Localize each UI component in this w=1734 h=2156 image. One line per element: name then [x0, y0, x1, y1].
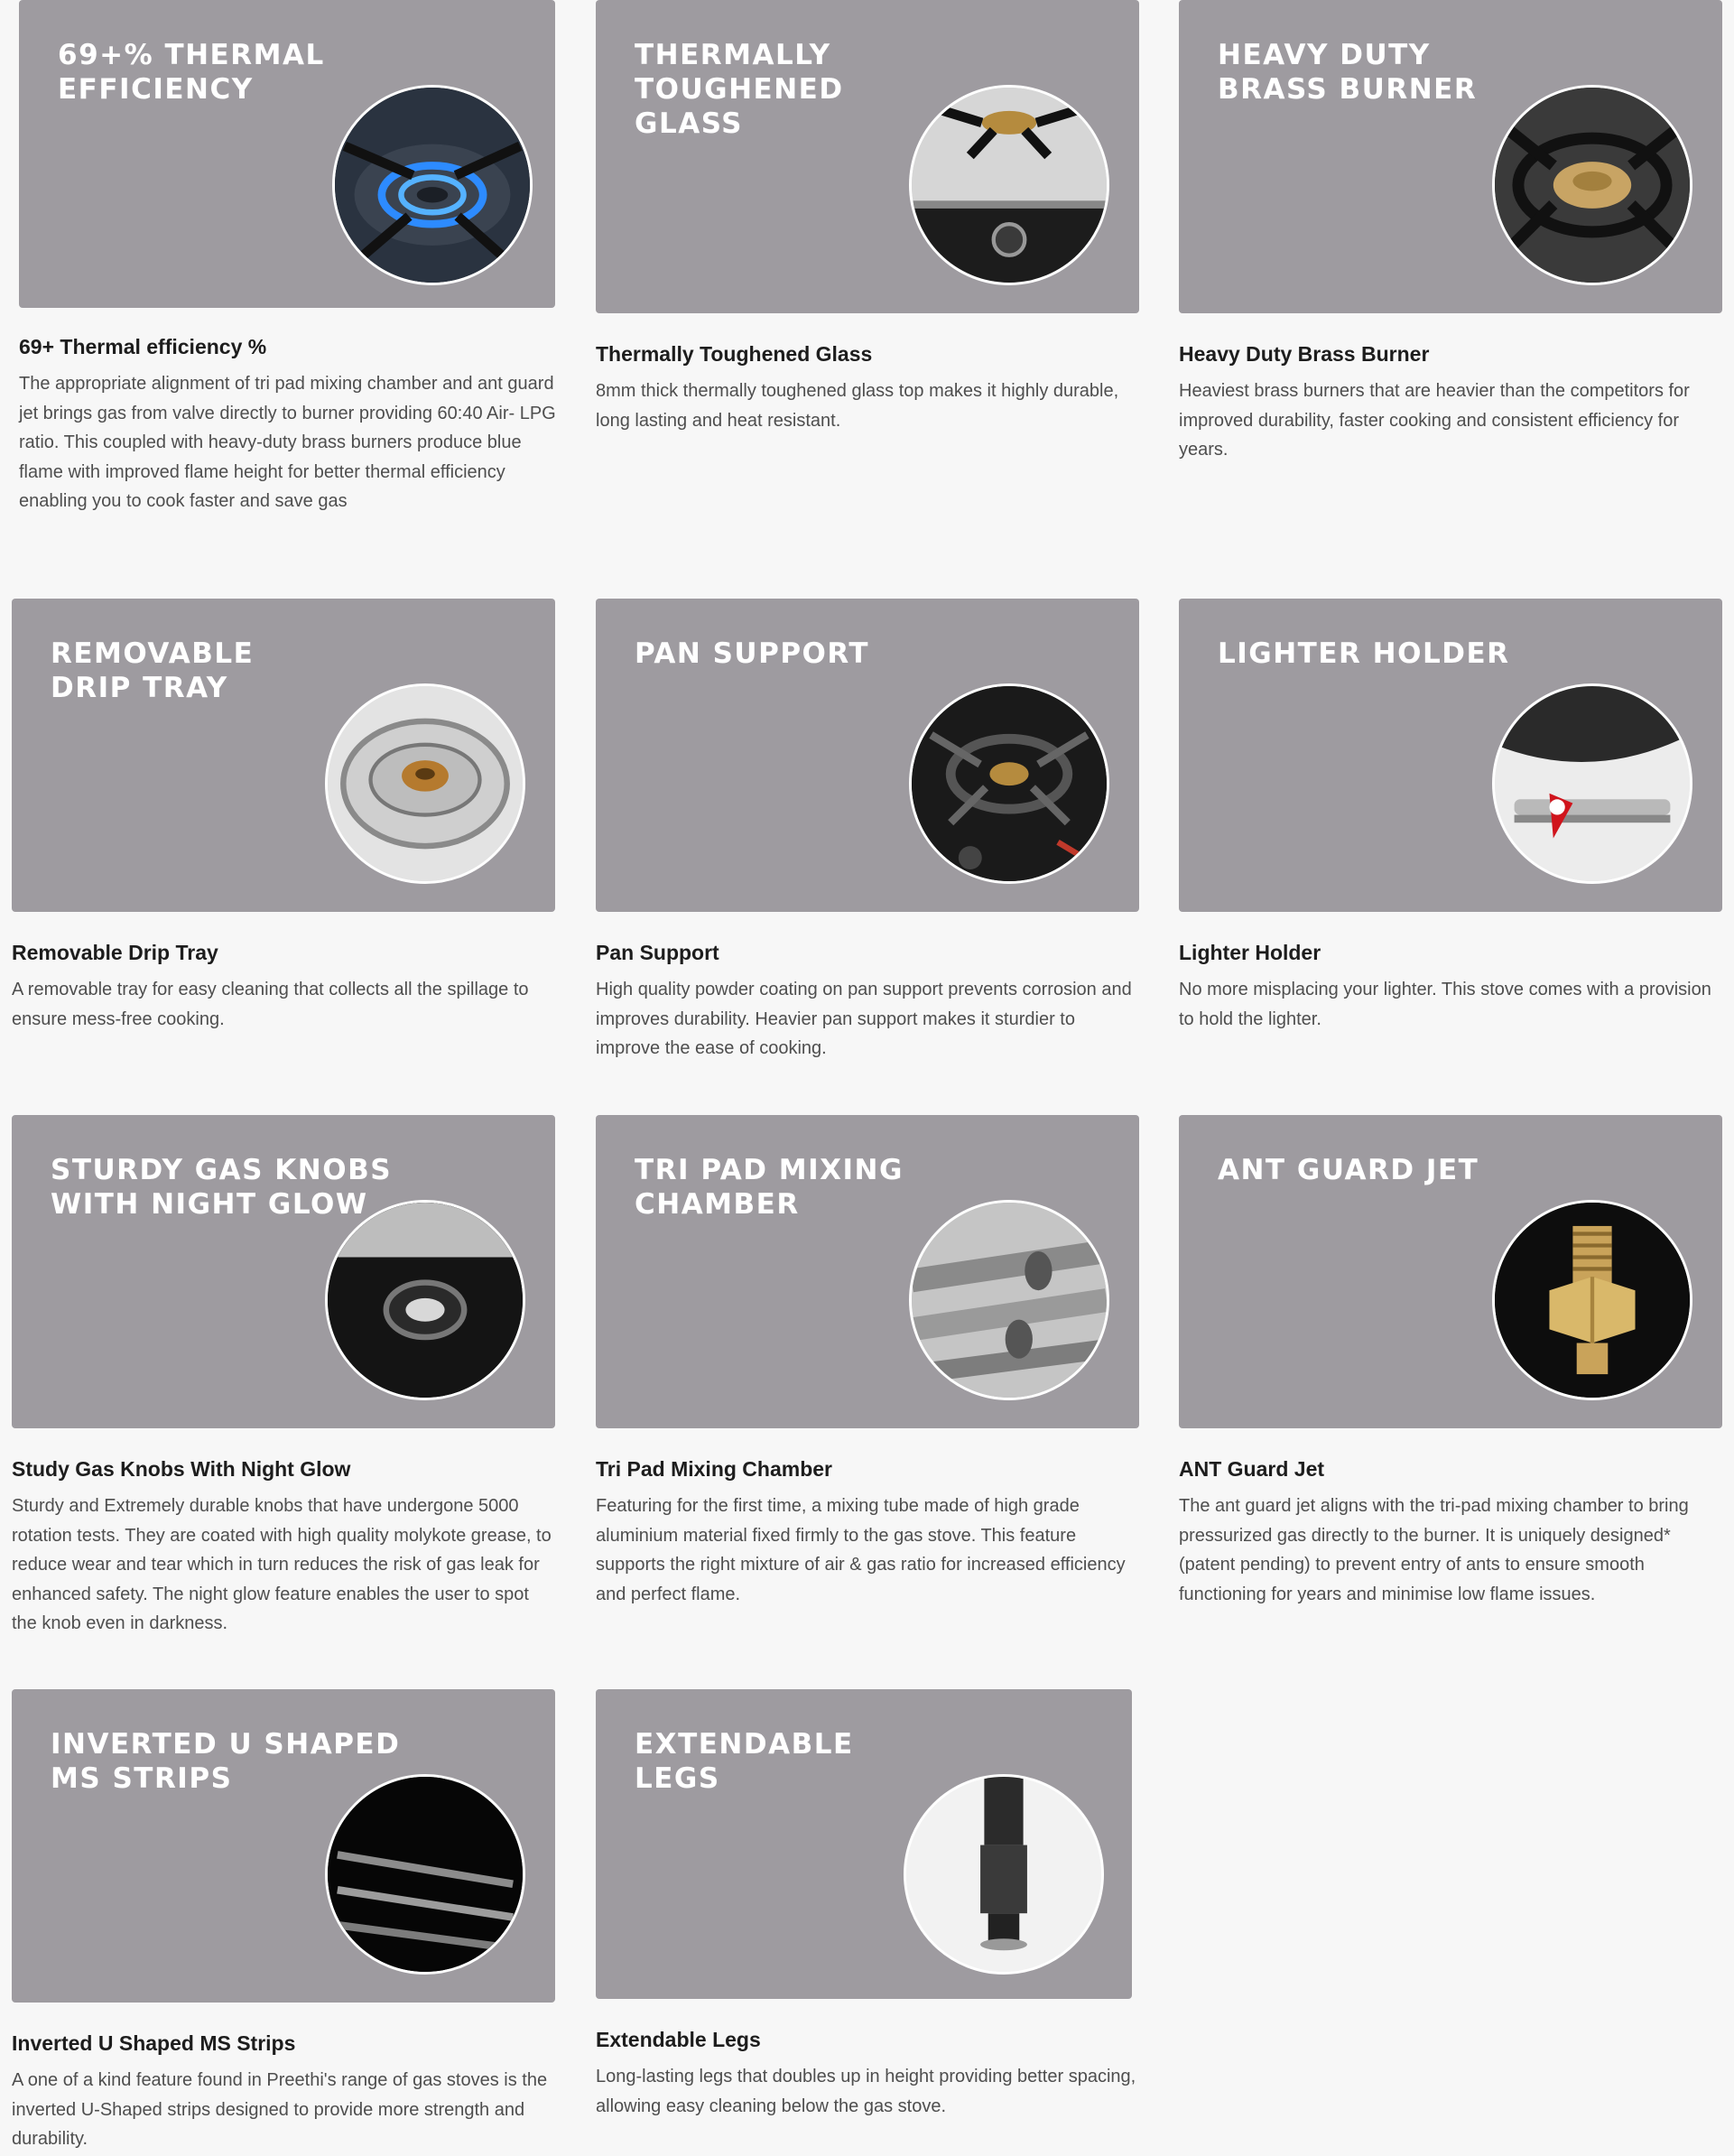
feature-banner	[12, 1689, 555, 2003]
feature-card-pan-support	[596, 599, 1139, 1064]
feature-description: The ant guard jet aligns with the tri-pad mixing chamber to bring pressurized gas directly to the burner. It is uniquely designed* (patent pending) to prevent entry of ants to ensure smooth functioning for years and minimise low flame issues.	[1179, 1496, 1689, 1604]
feature-description: 8mm thick thermally toughened glass top makes it highly durable, long lasting and heat resistant.	[596, 381, 1119, 431]
blue-flame-burner-icon	[332, 85, 533, 285]
feature-title: ANT Guard Jet	[1179, 1457, 1325, 1481]
feature-card-extendable-legs	[596, 1689, 1139, 2121]
feature-card-toughened-glass	[596, 0, 1139, 435]
ant-guard-jet-icon	[1492, 1200, 1692, 1400]
feature-card-lighter-holder	[1179, 599, 1722, 1034]
feature-description: A one of a kind feature found in Preethi's range of gas stoves is the inverted U-Shaped strips designed to provide more strength and durability.	[12, 2070, 548, 2149]
banner-title: INVERTED U SHAPED MS STRIPS	[51, 1728, 401, 1795]
feature-title: Heavy Duty Brass Burner	[1179, 342, 1430, 366]
banner-title: THERMALLY TOUGHENED GLASS	[635, 39, 844, 140]
feature-card-thermal-efficiency	[19, 0, 562, 516]
feature-description: A removable tray for easy cleaning that collects all the spillage to ensure mess-free cooking.	[12, 980, 529, 1029]
feature-banner	[19, 0, 555, 308]
feature-title: Thermally Toughened Glass	[596, 342, 873, 366]
banner-title: ANT GUARD JET	[1218, 1154, 1479, 1186]
feature-banner	[596, 0, 1139, 313]
drip-tray-icon	[325, 683, 525, 884]
feature-banner	[596, 1115, 1139, 1428]
glass-top-icon	[909, 85, 1109, 285]
banner-title: EXTENDABLE LEGS	[635, 1728, 854, 1795]
feature-banner	[596, 1689, 1132, 1999]
feature-banner	[1179, 0, 1722, 313]
feature-title: Lighter Holder	[1179, 941, 1321, 964]
banner-title: LIGHTER HOLDER	[1218, 637, 1510, 670]
feature-description: Long-lasting legs that doubles up in height providing better spacing, allowing easy cleaning below the gas stove.	[596, 2067, 1136, 2116]
banner-title: 69+% THERMAL EFFICIENCY	[58, 39, 325, 106]
feature-title: 69+ Thermal efficiency %	[19, 335, 267, 358]
feature-title: Extendable Legs	[596, 2028, 761, 2051]
brass-burner-icon	[1492, 85, 1692, 285]
feature-title: Removable Drip Tray	[12, 941, 218, 964]
feature-card-drip-tray	[12, 599, 555, 1034]
feature-description: Featuring for the first time, a mixing tube made of high grade aluminium material fixed firmly to the gas stove. This feature supports the right mixture of air & gas ratio for increased efficiency and perfect flame.	[596, 1496, 1126, 1604]
banner-title: STURDY GAS KNOBS WITH NIGHT GLOW	[51, 1154, 393, 1221]
feature-description: Heaviest brass burners that are heavier than the competitors for improved durability, faster cooking and consistent efficiency for years.	[1179, 381, 1690, 460]
feature-description: The appropriate alignment of tri pad mixing chamber and ant guard jet brings gas from valve directly to burner providing 60:40 Air- LPG ratio. This coupled with heavy-duty brass burners produce blue flame with improved flame height for better thermal efficiency enabling you to cook faster and save gas	[19, 374, 556, 511]
feature-banner	[1179, 599, 1722, 912]
banner-title: TRI PAD MIXING CHAMBER	[635, 1154, 904, 1221]
banner-title: REMOVABLE DRIP TRAY	[51, 637, 255, 704]
feature-card-ant-guard-jet	[1179, 1115, 1722, 1609]
feature-description: No more misplacing your lighter. This stove comes with a provision to hold the lighter.	[1179, 980, 1711, 1029]
banner-title: PAN SUPPORT	[635, 637, 870, 670]
feature-card-mixing-chamber	[596, 1115, 1139, 1609]
gas-knob-icon	[325, 1200, 525, 1400]
feature-description: High quality powder coating on pan support prevents corrosion and improves durability. Heavier pan support makes it sturdier to improve the ease of cooking.	[596, 980, 1132, 1058]
extendable-leg-icon	[904, 1774, 1104, 1975]
feature-banner	[12, 599, 555, 912]
feature-title: Tri Pad Mixing Chamber	[596, 1457, 832, 1481]
feature-banner	[12, 1115, 555, 1428]
ms-strips-icon	[325, 1774, 525, 1975]
feature-card-brass-burner	[1179, 0, 1722, 465]
pan-support-icon	[909, 683, 1109, 884]
feature-title: Study Gas Knobs With Night Glow	[12, 1457, 351, 1481]
feature-card-ms-strips	[12, 1689, 555, 2154]
banner-title: HEAVY DUTY BRASS BURNER	[1218, 39, 1478, 106]
lighter-holder-icon	[1492, 683, 1692, 884]
mixing-chamber-icon	[909, 1200, 1109, 1400]
feature-banner	[596, 599, 1139, 912]
feature-card-gas-knobs	[12, 1115, 555, 1639]
feature-description: Sturdy and Extremely durable knobs that have undergone 5000 rotation tests. They are coated with high quality molykote grease, to reduce wear and tear which in turn reduces the risk of gas leak for enhanced safety. The night glow feature enables the user to spot the knob even in darkness.	[12, 1496, 552, 1633]
feature-title: Pan Support	[596, 941, 719, 964]
feature-title: Inverted U Shaped MS Strips	[12, 2031, 296, 2055]
feature-banner	[1179, 1115, 1722, 1428]
